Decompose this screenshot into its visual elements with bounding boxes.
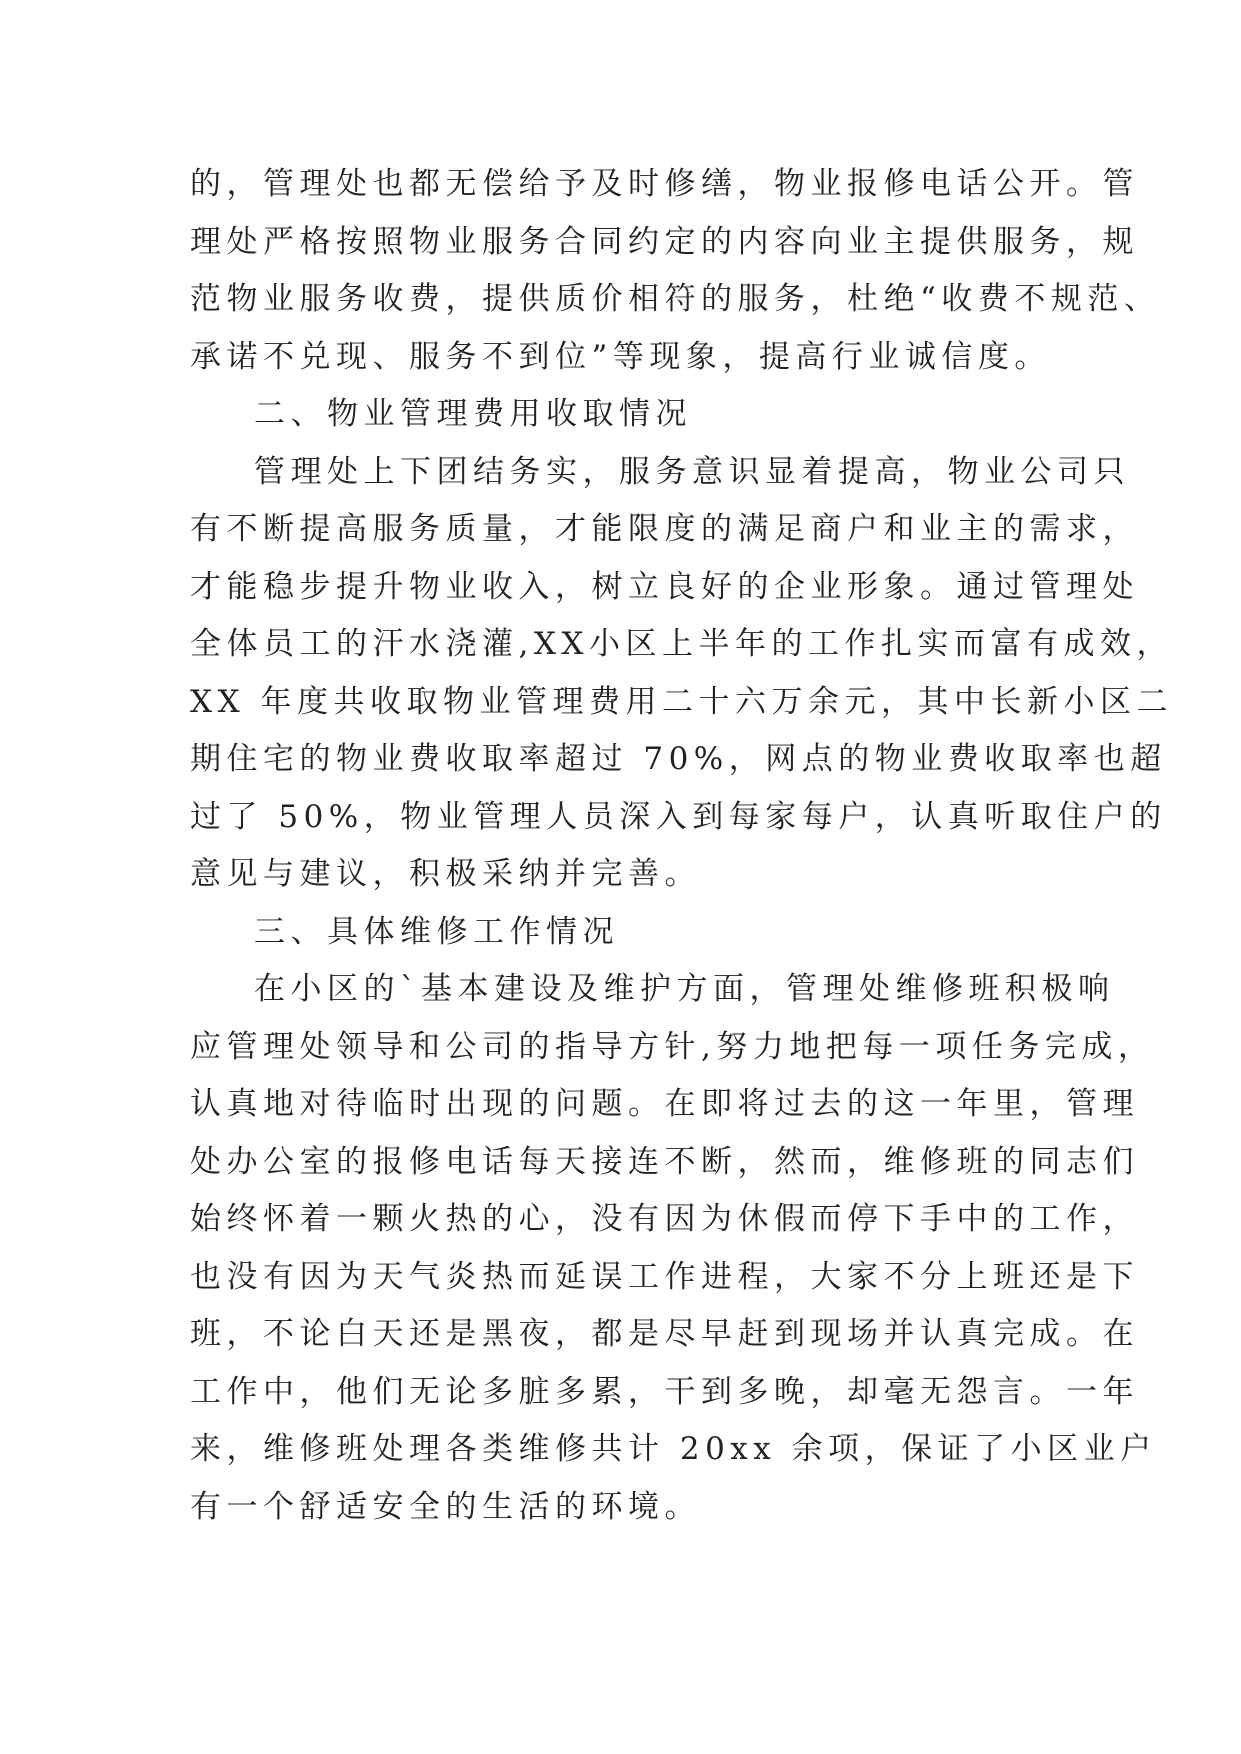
text-line: 有一个舒适安全的生活的环境。 bbox=[190, 1488, 701, 1525]
text-line: 过了 50%，物业管理人员深入到每家每户，认真听取住户的 bbox=[190, 798, 1167, 835]
text-line: 始终怀着一颗火热的心，没有因为休假而停下手中的工作， bbox=[190, 1201, 1139, 1237]
text-line: 期住宅的物业费收取率超过 70%，网点的物业费收取率也超 bbox=[190, 741, 1167, 777]
text-line: 的，管理处也都无偿给予及时修缮，物业报修电话公开。管 bbox=[190, 166, 1139, 202]
text-line: 承诺不兑现、服务不到位”等现象，提高行业诚信度。 bbox=[190, 338, 1051, 375]
text-line: 应管理处领导和公司的指导方针,努力地把每一项任务完成， bbox=[190, 1028, 1155, 1065]
text-line: 来，维修班处理各类维修共计 20xx 余项，保证了小区业户 bbox=[190, 1431, 1157, 1467]
section-heading: 三、具体维修工作情况 bbox=[254, 913, 619, 950]
text-line: 在小区的`基本建设及维护方面，管理处维修班积极响 bbox=[254, 971, 1115, 1007]
text-line: 管理处上下团结务实，服务意识显着提高，物业公司只 bbox=[254, 453, 1130, 490]
text-line: 全体员工的汗水浇灌,XX小区上半年的工作扎实而富有成效， bbox=[190, 626, 1173, 662]
document-body bbox=[190, 156, 1173, 1536]
section-heading: 二、物业管理费用收取情况 bbox=[254, 396, 692, 432]
text-line: 班，不论白天还是黑夜，都是尽早赶到现场并认真完成。在 bbox=[190, 1316, 1139, 1352]
text-line: XX 年度共收取物业管理费用二十六万余元，其中长新小区二 bbox=[190, 683, 1173, 720]
text-line: 才能稳步提升物业收入，树立良好的企业形象。通过管理处 bbox=[190, 568, 1139, 605]
text-line: 意见与建议，积极采纳并完善。 bbox=[190, 856, 701, 892]
text-line: 处办公室的报修电话每天接连不断，然而，维修班的同志们 bbox=[190, 1143, 1139, 1180]
text-line: 也没有因为天气炎热而延误工作进程，大家不分上班还是下 bbox=[190, 1258, 1139, 1295]
text-line: 工作中，他们无论多脏多累，干到多晚，却毫无怨言。一年 bbox=[190, 1373, 1139, 1410]
text-line: 理处严格按照物业服务合同约定的内容向业主提供服务，规 bbox=[190, 223, 1139, 260]
text-line: 范物业服务收费，提供质价相符的服务，杜绝“收费不规范、 bbox=[190, 281, 1161, 317]
text-line: 有不断提高服务质量，才能限度的满足商户和业主的需求， bbox=[190, 511, 1139, 547]
text-line: 认真地对待临时出现的问题。在即将过去的这一年里，管理 bbox=[190, 1086, 1139, 1122]
